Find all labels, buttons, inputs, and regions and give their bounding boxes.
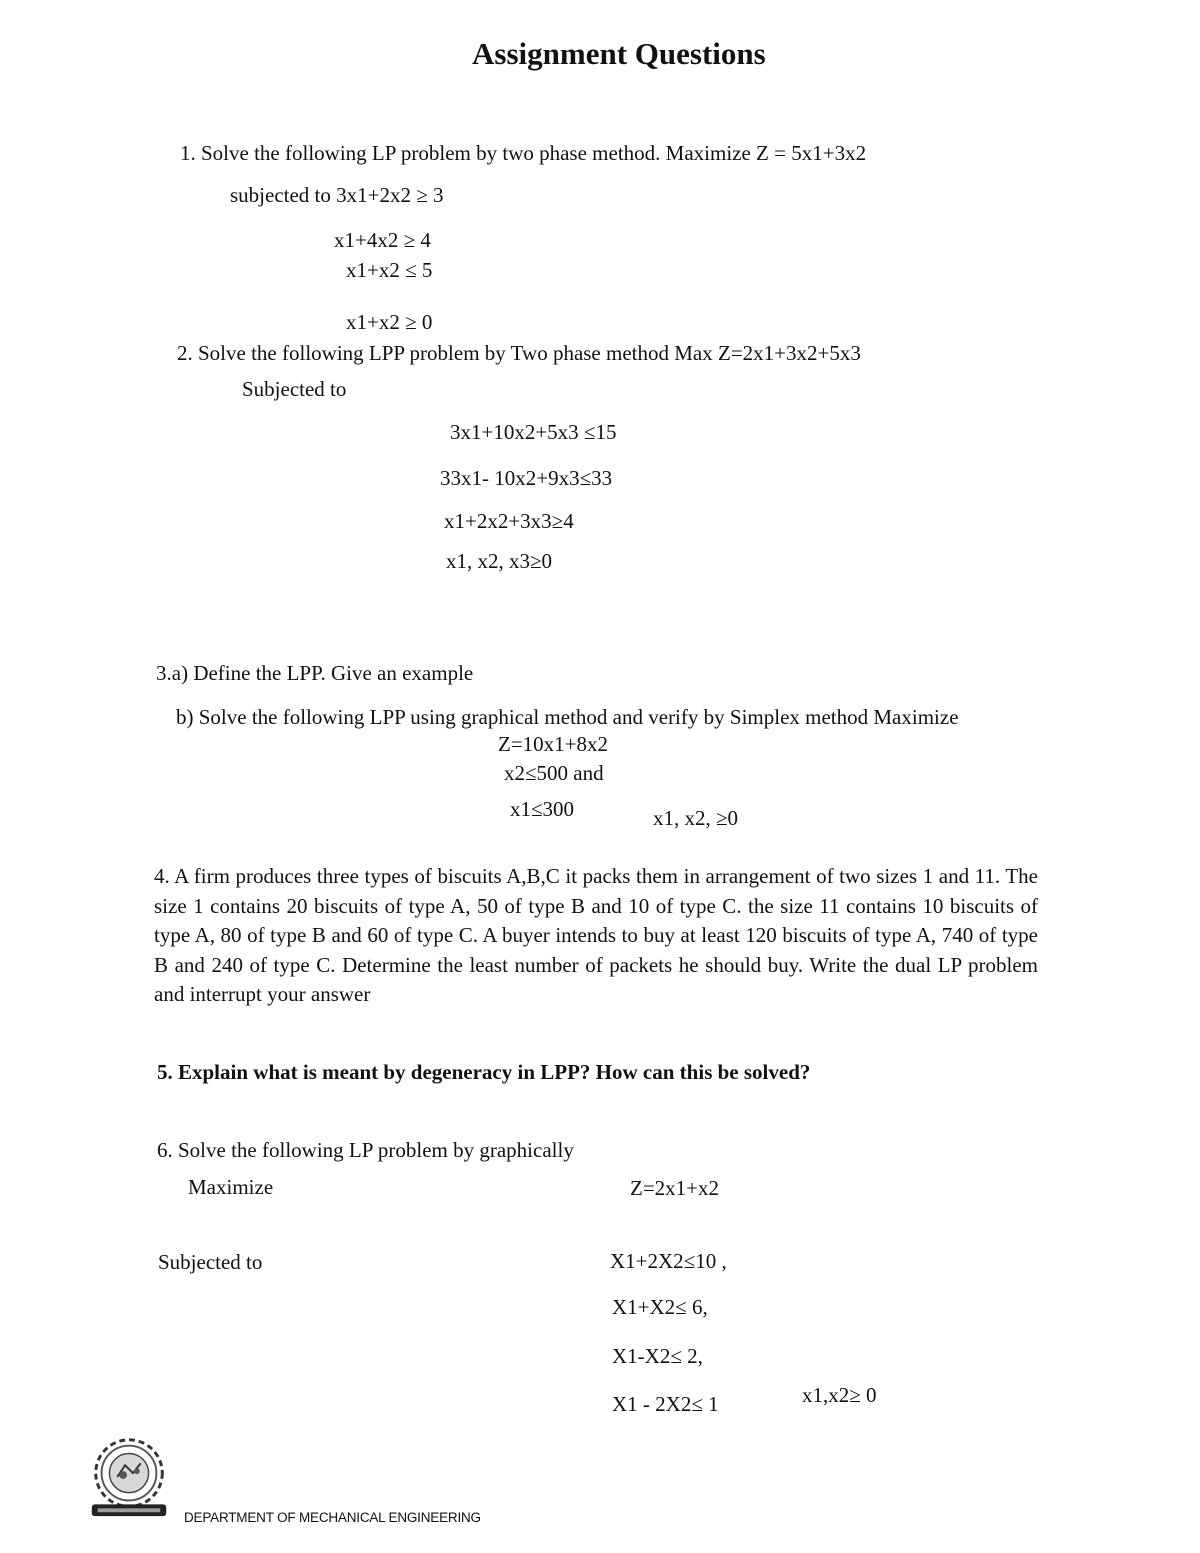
q6-constraint-4: X1 - 2X2≤ 1 bbox=[612, 1392, 719, 1416]
q6-statement: 6. Solve the following LP problem by graphically bbox=[157, 1138, 574, 1162]
q1-constraint-1: x1+4x2 ≥ 4 bbox=[334, 228, 431, 252]
q3b-statement: b) Solve the following LPP using graphical method and verify by Simplex method Maximize bbox=[176, 705, 959, 729]
q6-subject: Subjected to bbox=[158, 1250, 263, 1274]
college-emblem-icon bbox=[80, 1430, 178, 1524]
q6-constraint-1: X1+2X2≤10 , bbox=[610, 1249, 727, 1273]
q2-subject: Subjected to bbox=[242, 377, 347, 401]
q4-paragraph: 4. A firm produces three types of biscuits A,B,C it packs them in arrangement of two sizes 1 and 11. The size 1 contains 20 biscuits of type A, 50 of type B and 10 of type C. the size 11 contains 10 biscuits of type A, 80 of type B and 60 of type C. A buyer intends to buy at least 120 biscuits of type A, 740 of type B and 240 of type C. Determine the least number of packets he should buy. Write the dual LP problem and interrupt your answer bbox=[154, 864, 1038, 1006]
page-title: Assignment Questions bbox=[472, 36, 766, 71]
q1-constraint-2: x1+x2 ≤ 5 bbox=[346, 258, 433, 282]
q2-constraint-4: x1, x2, x3≥0 bbox=[446, 549, 553, 573]
q3-nonneg: x1, x2, ≥0 bbox=[653, 806, 739, 830]
footer-department: DEPARTMENT OF MECHANICAL ENGINEERING bbox=[184, 1510, 481, 1525]
q1-statement: 1. Solve the following LP problem by two phase method. Maximize Z = 5x1+3x2 bbox=[180, 141, 867, 165]
q3a-statement: 3.a) Define the LPP. Give an example bbox=[156, 661, 474, 685]
q1-constraint-3: x1+x2 ≥ 0 bbox=[346, 310, 433, 334]
q2-statement: 2. Solve the following LPP problem by Two phase method Max Z=2x1+3x2+5x3 bbox=[177, 341, 861, 365]
q3-constraint-2: x1≤300 bbox=[510, 797, 575, 821]
q2-constraint-2: 33x1- 10x2+9x3≤33 bbox=[440, 466, 613, 490]
q1-subject: subjected to 3x1+2x2 ≥ 3 bbox=[230, 183, 444, 207]
q6-maximize-label: Maximize bbox=[188, 1175, 274, 1199]
q2-constraint-3: x1+2x2+3x3≥4 bbox=[444, 509, 574, 533]
q3-constraint-1: x2≤500 and bbox=[504, 761, 604, 785]
q3-objective: Z=10x1+8x2 bbox=[498, 732, 609, 756]
q5-statement: 5. Explain what is meant by degeneracy in LPP? How can this be solved? bbox=[157, 1060, 811, 1084]
q6-objective: Z=2x1+x2 bbox=[630, 1176, 720, 1200]
q2-constraint-1: 3x1+10x2+5x3 ≤15 bbox=[450, 420, 617, 444]
q6-constraint-2: X1+X2≤ 6, bbox=[612, 1295, 708, 1319]
q6-constraint-3: X1-X2≤ 2, bbox=[612, 1344, 703, 1368]
q6-nonneg: x1,x2≥ 0 bbox=[802, 1383, 877, 1407]
